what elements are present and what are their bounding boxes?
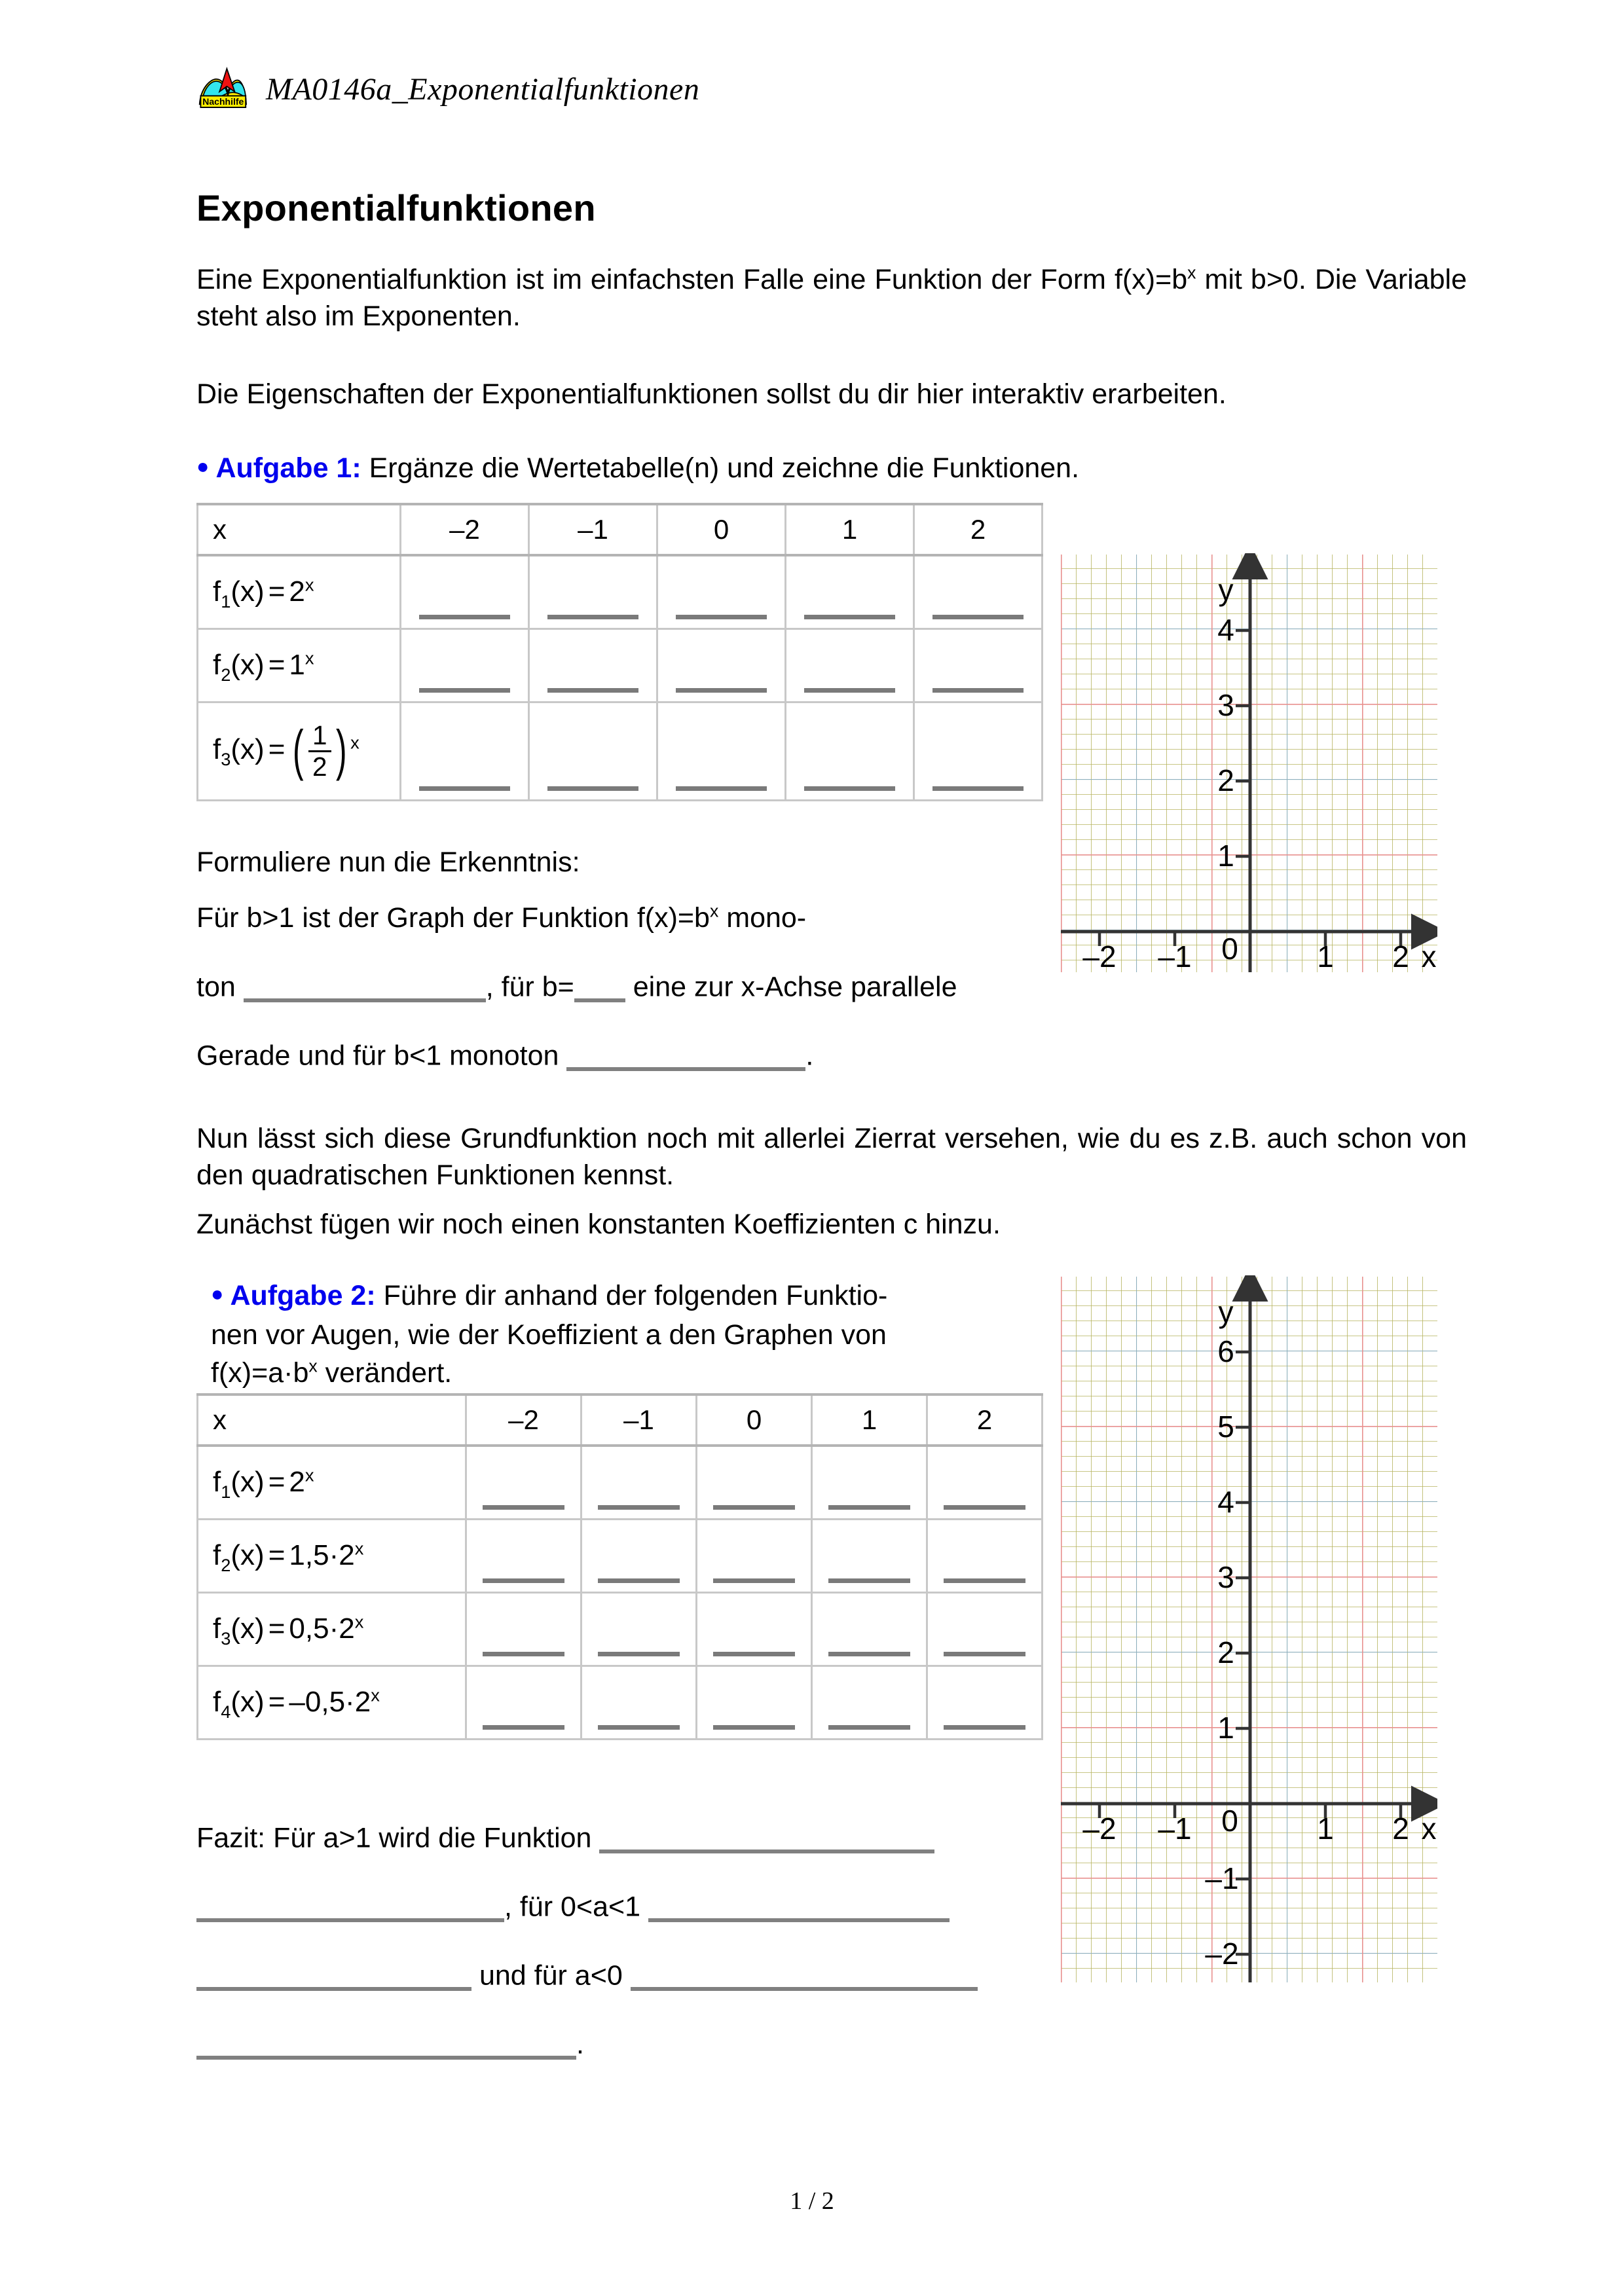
erk-l3-c: . — [805, 1040, 814, 1072]
fill-blank[interactable] — [196, 2026, 576, 2060]
erk-l2-a: ton — [196, 971, 244, 1003]
table1-row3-formula — [198, 702, 401, 800]
table-row — [198, 1592, 1043, 1666]
fazit-line-4 — [196, 2026, 1041, 2064]
erk-l2-eq: = — [557, 971, 574, 1003]
fazit-l2-a: , für 0 — [504, 1891, 576, 1923]
fn-exp: x — [354, 1538, 364, 1559]
table2-row2-formula — [198, 1519, 466, 1592]
fill-blank[interactable] — [419, 786, 510, 791]
fazit-l2-lt2: < — [608, 1891, 625, 1923]
table1-header-c2: –1 — [529, 504, 657, 555]
table2-row1-formula — [198, 1446, 466, 1519]
fazit-l1-a: Fazit: Für a — [196, 1822, 339, 1854]
table2-cell[interactable] — [697, 1592, 812, 1666]
table-row — [198, 702, 1043, 800]
table1-cell[interactable] — [914, 702, 1043, 800]
ytick-label: 3 — [1217, 1560, 1234, 1594]
task1-text: Ergänze die Wertetabelle(n) und zeichne die Funktionen. — [361, 452, 1080, 484]
table2-cell[interactable] — [581, 1446, 697, 1519]
origin-label: 0 — [1221, 932, 1238, 966]
table1-cell[interactable] — [657, 555, 786, 629]
erk-l1-d: mono- — [718, 902, 807, 934]
task2-l3-c: verändert. — [317, 1357, 452, 1389]
fill-blank[interactable] — [713, 1652, 795, 1656]
fazit-l3-a: und für a — [471, 1959, 591, 1992]
fill-blank[interactable] — [828, 1578, 910, 1583]
erk-l1-gt: > — [262, 902, 279, 934]
fraction-one-half — [308, 722, 331, 780]
fn-base: 2 — [289, 1466, 305, 1499]
intro-paragraph-2: Die Eigenschaften der Exponentialfunktionen sollst du dir hier interaktiv erarbeiten. — [196, 378, 1227, 410]
nachhilfe-logo-icon — [196, 65, 249, 113]
fazit-line-1 — [196, 1820, 1041, 1857]
table2-cell[interactable] — [697, 1446, 812, 1519]
table2-header-c4: 1 — [812, 1394, 927, 1446]
table2-cell[interactable] — [812, 1446, 927, 1519]
fill-blank[interactable] — [944, 1725, 1025, 1730]
ytick-label: 5 — [1217, 1410, 1234, 1444]
fill-blank[interactable] — [676, 615, 767, 619]
fn-name: f — [213, 1539, 221, 1571]
table1-header-c1: –2 — [401, 504, 529, 555]
task1-label: Aufgabe 1: — [215, 452, 361, 484]
fazit-l2-c: 1 — [625, 1891, 648, 1923]
table1-header-c4: 1 — [786, 504, 914, 555]
erkenntnis-line-2 — [196, 969, 1041, 1006]
fn-eq: = — [268, 1539, 286, 1571]
fill-blank[interactable] — [598, 1725, 680, 1730]
origin-label: 0 — [1221, 1804, 1238, 1838]
table2-cell[interactable] — [466, 1446, 581, 1519]
fill-blank[interactable] — [599, 1820, 934, 1853]
fill-blank[interactable] — [547, 615, 638, 619]
task2-label: Aufgabe 2: — [230, 1280, 376, 1311]
fill-blank[interactable] — [932, 786, 1024, 791]
fn-eq: = — [268, 1686, 286, 1718]
fn-name: f — [213, 1613, 221, 1645]
task2-bullet-icon: ● — [211, 1282, 224, 1306]
fill-blank[interactable] — [566, 1038, 805, 1071]
fn-body: (x) — [231, 1466, 265, 1499]
fn-base: 2 — [289, 575, 305, 608]
fill-blank[interactable] — [598, 1505, 680, 1510]
table2-cell[interactable] — [812, 1519, 927, 1592]
task2-heading-line2: nen vor Augen, wie der Koeffizient a den Graphen von — [211, 1319, 887, 1351]
frac-numerator: 1 — [312, 720, 327, 751]
fazit-l2-b: a — [593, 1891, 608, 1923]
intro-p1-b: b — [1172, 264, 1188, 295]
fill-blank[interactable] — [804, 786, 895, 791]
value-table-1 — [196, 503, 1043, 801]
table1-cell[interactable] — [786, 702, 914, 800]
frac-denominator: 2 — [308, 750, 331, 780]
ytick-label: 2 — [1217, 763, 1234, 797]
fn-eq: = — [268, 575, 286, 608]
erkenntnis-line-1 — [196, 900, 1028, 937]
table1-cell[interactable] — [657, 702, 786, 800]
erk-l1-sup: x — [709, 901, 719, 921]
table2-cell[interactable] — [812, 1592, 927, 1666]
table1-header-c5: 2 — [914, 504, 1043, 555]
fill-blank[interactable] — [944, 1578, 1025, 1583]
coordinate-grid-2 — [1061, 1275, 1437, 1982]
fn-body: (x) — [231, 1539, 265, 1571]
fn-exp: x — [354, 1611, 364, 1632]
intro-p1-d: 0. Die Variable steht also im Exponenten. — [196, 264, 1467, 332]
fill-blank[interactable] — [944, 1505, 1025, 1510]
zierrat-paragraph-1: Nun lässt sich diese Grundfunktion noch mit allerlei Zierrat versehen, wie du es z.B. auch schon von den quadratischen Funktionen kennst. — [196, 1123, 1467, 1191]
value-table-2 — [196, 1393, 1043, 1740]
fn-base: 2 — [339, 1613, 355, 1645]
table2-cell[interactable] — [927, 1446, 1043, 1519]
table2-cell[interactable] — [927, 1666, 1043, 1739]
logo-text: Nachhilfe — [202, 96, 244, 107]
xtick-label: 2 — [1392, 1812, 1409, 1846]
xtick-label: –1 — [1158, 1812, 1192, 1846]
xtick-label: –2 — [1082, 939, 1116, 972]
fazit-l1-b: 1 wird die Funktion — [355, 1822, 600, 1854]
table1-row1-formula — [198, 555, 401, 629]
table1-cell[interactable] — [914, 555, 1043, 629]
fill-blank[interactable] — [932, 615, 1024, 619]
fn-coef: 0,5· — [289, 1613, 339, 1645]
y-axis-label: y — [1218, 573, 1234, 607]
fn-body: (x) — [231, 1613, 265, 1645]
fn-name: f — [213, 1686, 221, 1718]
fill-blank[interactable] — [196, 1958, 471, 1991]
table-row — [198, 1666, 1043, 1739]
table1-cell[interactable] — [914, 629, 1043, 702]
task2-l3-sup: x — [308, 1356, 318, 1376]
ytick-label: –1 — [1205, 1861, 1239, 1895]
fill-blank[interactable] — [804, 688, 895, 693]
erk-l1-eq: = — [677, 902, 695, 934]
table1-cell[interactable] — [401, 702, 529, 800]
xtick-label: –2 — [1082, 1812, 1116, 1846]
fn-body: (x) — [231, 575, 265, 608]
fill-blank[interactable] — [547, 786, 638, 791]
fill-blank[interactable] — [483, 1578, 564, 1583]
table2-cell[interactable] — [697, 1666, 812, 1739]
fn-index: 1 — [221, 591, 231, 612]
page-header — [196, 65, 699, 113]
fazit-line-3 — [196, 1958, 1041, 1995]
fill-blank[interactable] — [547, 688, 638, 693]
fazit-l3-b: 0 — [606, 1959, 631, 1992]
fn-eq: = — [268, 733, 286, 765]
erk-l1-a: Für b — [196, 902, 263, 934]
table1-cell[interactable] — [786, 555, 914, 629]
ytick-label: –2 — [1205, 1937, 1239, 1971]
task2-l3-eq: = — [251, 1357, 268, 1389]
fazit-l2-lt1: < — [576, 1891, 593, 1923]
table2-cell[interactable] — [927, 1592, 1043, 1666]
left-paren: ( — [293, 719, 304, 782]
xtick-label: 1 — [1317, 1812, 1334, 1846]
fn-name: f — [213, 1466, 221, 1499]
fn-index: 2 — [221, 664, 231, 685]
table1-header-row — [198, 504, 1043, 555]
fill-blank[interactable] — [676, 688, 767, 693]
task2-l3-a: f(x) — [211, 1357, 252, 1389]
table2-cell[interactable] — [581, 1592, 697, 1666]
xtick-label: –1 — [1158, 939, 1192, 972]
table1-cell[interactable] — [529, 702, 657, 800]
fn-eq: = — [268, 649, 286, 681]
table2-cell[interactable] — [581, 1666, 697, 1739]
header-title: MA0146a_Exponentialfunktionen — [266, 71, 700, 107]
ytick-label: 3 — [1217, 688, 1234, 722]
fn-index: 4 — [221, 1701, 231, 1722]
page-footer: 1 / 2 — [790, 2187, 834, 2215]
erk-l1-c: b — [694, 902, 710, 934]
erkenntnis-line-3 — [196, 1038, 1041, 1075]
table1-cell[interactable] — [401, 555, 529, 629]
table1-row2-formula — [198, 629, 401, 702]
fn-exp: x — [304, 647, 314, 668]
coordinate-grid-1 — [1061, 553, 1437, 972]
x-axis-label: x — [1421, 1812, 1437, 1846]
fazit-l4-end: . — [576, 2028, 584, 2060]
erk-l1-b: 1 ist der Graph der Funktion f(x) — [278, 902, 678, 934]
fn-name: f — [213, 649, 221, 681]
table1-header-c3: 0 — [657, 504, 786, 555]
x-axis-label: x — [1421, 939, 1437, 972]
fn-exp: x — [350, 731, 360, 752]
zierrat-paragraph-2: Zunächst fügen wir noch einen konstanten Koeffizienten c hinzu. — [196, 1209, 1001, 1240]
fill-blank[interactable] — [574, 969, 625, 1002]
fill-blank[interactable] — [483, 1725, 564, 1730]
fill-blank[interactable] — [932, 688, 1024, 693]
ytick-label: 1 — [1217, 1711, 1234, 1745]
fn-name: f — [213, 575, 221, 608]
fn-index: 2 — [221, 1554, 231, 1575]
fill-blank[interactable] — [483, 1505, 564, 1510]
erk-l3-b: 1 monoton — [426, 1040, 567, 1072]
fn-index: 3 — [221, 748, 231, 769]
table2-cell[interactable] — [812, 1666, 927, 1739]
xtick-label: 2 — [1392, 939, 1409, 972]
table2-row4-formula — [198, 1666, 466, 1739]
fill-blank[interactable] — [483, 1652, 564, 1656]
table2-header-c3: 0 — [697, 1394, 812, 1446]
table2-header-c2: –1 — [581, 1394, 697, 1446]
table-row — [198, 555, 1043, 629]
fn-exp: x — [371, 1685, 380, 1705]
table2-cell[interactable] — [581, 1519, 697, 1592]
fill-blank[interactable] — [419, 615, 510, 619]
table2-cell[interactable] — [466, 1666, 581, 1739]
table1-cell[interactable] — [786, 629, 914, 702]
fn-exp: x — [304, 1465, 314, 1485]
fazit-l1-gt: > — [339, 1822, 356, 1854]
fn-index: 1 — [221, 1482, 231, 1503]
page-title: Exponentialfunktionen — [196, 187, 596, 228]
fill-blank[interactable] — [713, 1505, 795, 1510]
fn-body: (x) — [231, 1686, 265, 1718]
fn-coef: –0,5· — [289, 1686, 355, 1718]
task2-heading-line1 — [211, 1278, 1029, 1315]
fill-blank[interactable] — [196, 1889, 504, 1922]
fill-blank[interactable] — [944, 1652, 1025, 1656]
intro-p1-gt: > — [1266, 264, 1283, 295]
fill-blank[interactable] — [828, 1505, 910, 1510]
table2-cell[interactable] — [927, 1519, 1043, 1592]
task1-bullet-icon: ● — [196, 454, 210, 479]
fill-blank[interactable] — [828, 1652, 910, 1656]
table-row — [198, 1446, 1043, 1519]
table1-cell[interactable] — [529, 629, 657, 702]
fill-blank[interactable] — [676, 786, 767, 791]
table-row — [198, 629, 1043, 702]
fn-eq: = — [268, 1466, 286, 1499]
fill-blank[interactable] — [419, 688, 510, 693]
table2-cell[interactable] — [466, 1519, 581, 1592]
ytick-label: 6 — [1217, 1334, 1234, 1368]
fill-blank[interactable] — [648, 1889, 950, 1922]
table1-cell[interactable] — [657, 629, 786, 702]
table2-cell[interactable] — [466, 1592, 581, 1666]
table1-cell[interactable] — [401, 629, 529, 702]
ytick-label: 1 — [1217, 839, 1234, 873]
table2-cell[interactable] — [697, 1519, 812, 1592]
fill-blank[interactable] — [804, 615, 895, 619]
ytick-label: 4 — [1217, 1485, 1234, 1519]
right-paren: ) — [335, 719, 347, 782]
xtick-label: 1 — [1317, 939, 1334, 972]
table2-header-c1: –2 — [466, 1394, 581, 1446]
fill-blank[interactable] — [244, 969, 486, 1002]
erk-l3-a: Gerade und für b — [196, 1040, 410, 1072]
fill-blank[interactable] — [631, 1958, 978, 1991]
fn-base: 1 — [289, 649, 305, 681]
intro-p1-eq: = — [1155, 264, 1172, 295]
fill-blank[interactable] — [598, 1578, 680, 1583]
fn-exp: x — [304, 574, 314, 595]
task2-text-1: Führe dir anhand der folgenden Funktio- — [375, 1280, 888, 1311]
intro-paragraph-1 — [196, 262, 1467, 335]
intro-p1-a: Eine Exponentialfunktion ist im einfachsten Falle eine Funktion der Form f(x) — [196, 264, 1156, 295]
fill-blank[interactable] — [598, 1652, 680, 1656]
ytick-label: 2 — [1217, 1635, 1234, 1669]
fn-body: (x) — [231, 649, 265, 681]
table2-header-x: x — [198, 1394, 466, 1446]
fill-blank[interactable] — [713, 1725, 795, 1730]
erkenntnis-lead: Formuliere nun die Erkenntnis: — [196, 847, 580, 878]
fn-body: (x) — [231, 733, 265, 765]
table1-cell[interactable] — [529, 555, 657, 629]
intro-p1-c: mit b — [1196, 264, 1266, 295]
intro-p1-sup: x — [1187, 263, 1196, 283]
table2-header-row — [198, 1394, 1043, 1446]
y-axis-label: y — [1218, 1295, 1234, 1329]
fill-blank[interactable] — [713, 1578, 795, 1583]
fazit-line-2 — [196, 1889, 1041, 1926]
table2-header-c5: 2 — [927, 1394, 1043, 1446]
ytick-label: 4 — [1217, 613, 1234, 647]
erk-l2-c: eine zur x-Achse parallele — [625, 971, 957, 1003]
fn-name: f — [213, 733, 221, 765]
fn-index: 3 — [221, 1628, 231, 1649]
table1-header-x: x — [198, 504, 401, 555]
task2-heading-line3 — [211, 1355, 1029, 1392]
table2-row3-formula — [198, 1592, 466, 1666]
fazit-l3-lt: < — [590, 1959, 607, 1992]
task2-l3-b: a·b — [268, 1357, 309, 1389]
fn-base: 2 — [339, 1539, 355, 1571]
table-row — [198, 1519, 1043, 1592]
fn-coef: 1,5· — [289, 1539, 339, 1571]
fill-blank[interactable] — [828, 1725, 910, 1730]
erk-l2-b: , für b — [485, 971, 558, 1003]
erk-l3-lt: < — [409, 1040, 426, 1072]
fn-eq: = — [268, 1613, 286, 1645]
fn-base: 2 — [354, 1686, 371, 1718]
task1-heading — [196, 450, 1467, 487]
